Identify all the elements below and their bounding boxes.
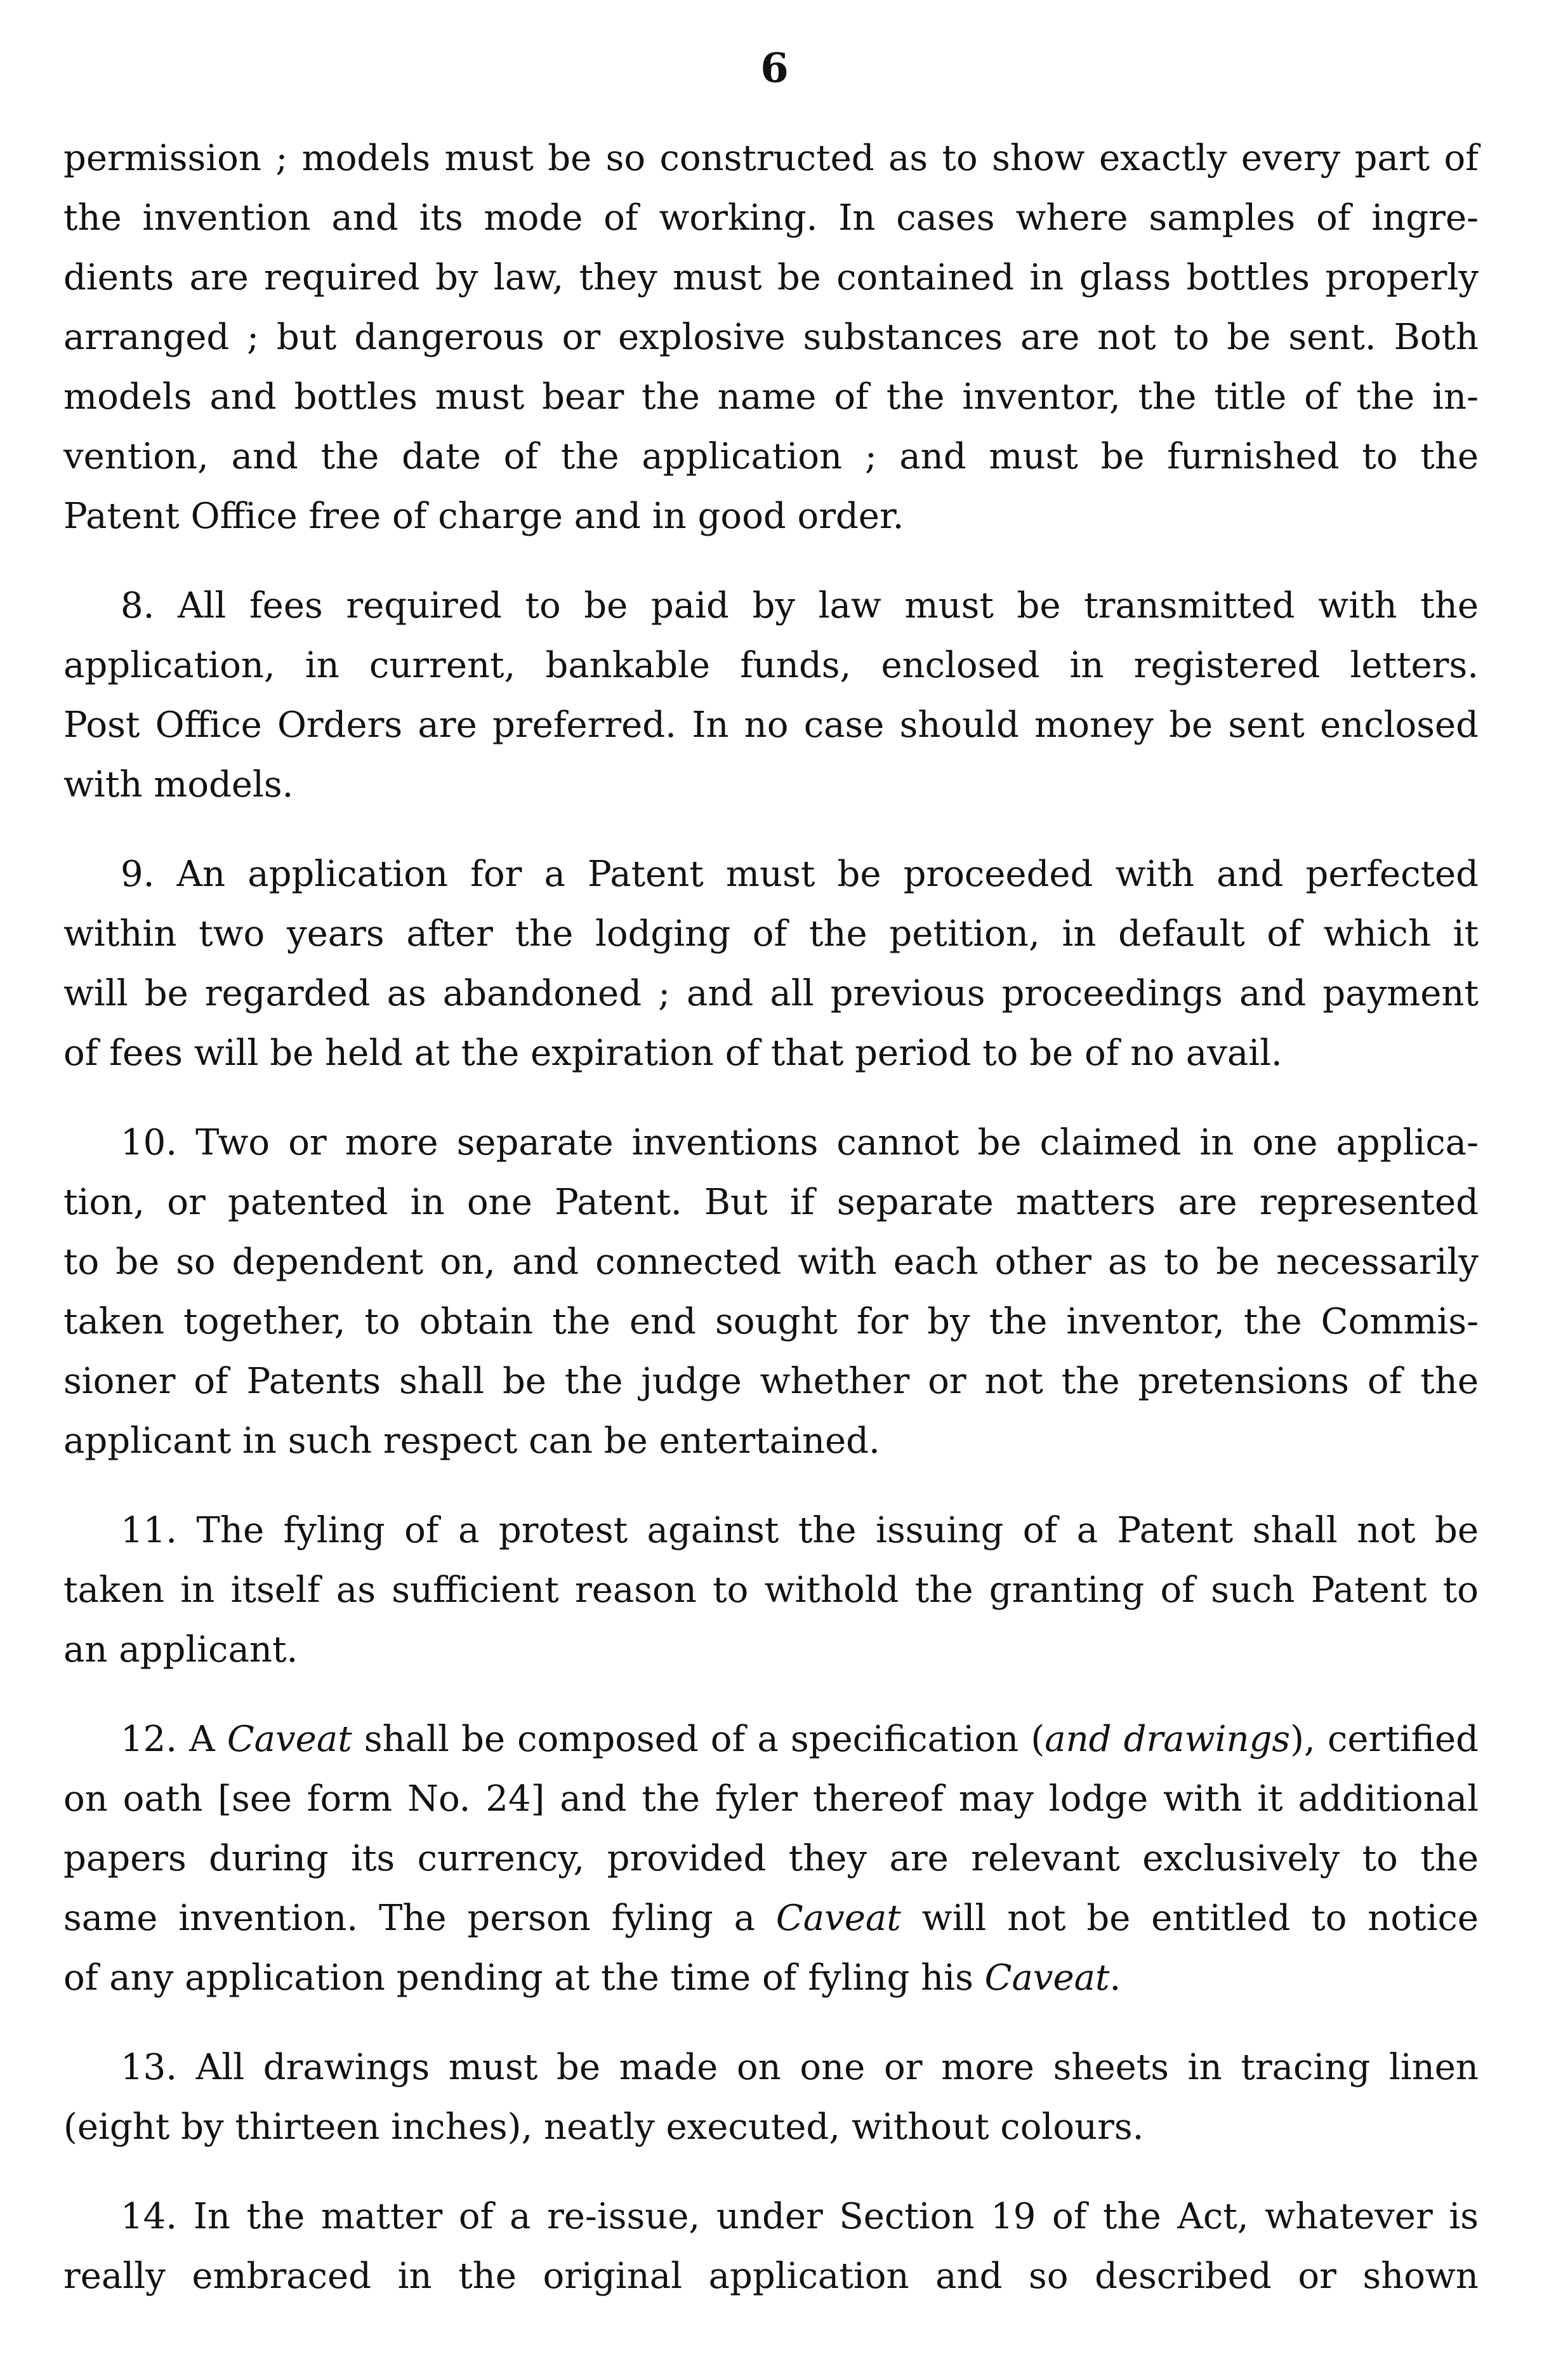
text-line: 13. All drawings must be made on one or more sheets in tracing linen <box>121 2047 1479 2088</box>
text-line: on oath [see form No. 24] and the fyler thereof may lodge with it additional <box>63 1778 1479 1820</box>
text-line: same invention. The person fyling a Caveat will not be entitled to notice <box>63 1898 1479 1939</box>
text-line: tion, or patented in one Patent. But if separate matters are represented <box>63 1182 1479 1223</box>
text-line: the invention and its mode of working. In cases where samples of ingre- <box>63 197 1479 239</box>
text-line: Patent Office free of charge and in good order. <box>63 496 904 537</box>
text-line: taken in itself as sufficient reason to withold the granting of such Patent to <box>63 1570 1479 1611</box>
text-line: 11. The fyling of a protest against the issuing of a Patent shall not be <box>121 1510 1479 1551</box>
text-line: (eight by thirteen inches), neatly executed, without colours. <box>63 2106 1144 2148</box>
text-line: application, in current, bankable funds, enclosed in registered letters. <box>63 645 1479 686</box>
page-number: 6 <box>760 44 789 92</box>
text-line: 10. Two or more separate inventions cannot be claimed in one applica- <box>121 1122 1479 1163</box>
text-line: really embraced in the original application and so described or shown <box>63 2256 1479 2297</box>
text-line: vention, and the date of the application ; and must be furnished to the <box>63 436 1479 477</box>
text-line: an applicant. <box>63 1629 298 1670</box>
text-line: will be regarded as abandoned ; and all previous proceedings and payment <box>63 973 1479 1014</box>
text-line: within two years after the lodging of the petition, in default of which it <box>63 913 1479 955</box>
text-line: sioner of Patents shall be the judge whether or not the pretensions of the <box>63 1361 1479 1402</box>
text-line: of fees will be held at the expiration of that period to be of no avail. <box>63 1033 1282 1074</box>
text-line: arranged ; but dangerous or explosive substances are not to be sent. Both <box>63 317 1479 358</box>
text-line: dients are required by law, they must be contained in glass bottles properly <box>63 257 1479 298</box>
text-line: 14. In the matter of a re-issue, under Section 19 of the Act, whatever is <box>121 2196 1479 2237</box>
text-line: 12. A Caveat shall be composed of a specification (and drawings), certified <box>121 1719 1479 1760</box>
text-line: with models. <box>63 764 294 805</box>
text-line: applicant in such respect can be entertained. <box>63 1420 880 1462</box>
text-line: papers during its currency, provided they are relevant exclusively to the <box>63 1838 1479 1879</box>
text-line: 8. All fees required to be paid by law must be transmitted with the <box>121 585 1479 626</box>
text-line: to be so dependent on, and connected with each other as to be necessarily <box>63 1241 1479 1283</box>
text-line: of any application pending at the time of fyling his Caveat. <box>63 1957 1121 1999</box>
text-line: 9. An application for a Patent must be proceeded with and perfected <box>121 854 1479 895</box>
text-line: permission ; models must be so constructed as to show exactly every part of <box>63 138 1479 179</box>
text-line: Post Office Orders are preferred. In no case should money be sent enclosed <box>63 704 1479 746</box>
text-line: models and bottles must bear the name of the inventor, the title of the in- <box>63 376 1479 418</box>
text-line: taken together, to obtain the end sought for by the inventor, the Commis- <box>63 1301 1479 1342</box>
